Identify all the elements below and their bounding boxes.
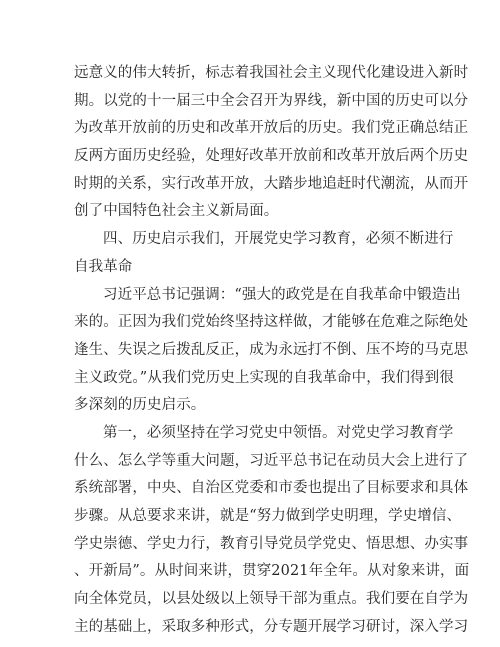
text-line: 、开新局”。从时间来讲，贯穿2021年全年。从对象来讲，面 [74,563,470,580]
text-line: 创了中国特色社会主义新局面。 [74,203,279,220]
paragraph-start: 第一，必须坚持在学习党史中领悟。对党史学习教育学 [103,424,454,441]
text-line: 主义政党。”从我们党历史上实现的自我革命中，我们得到很 [74,369,454,386]
text-line: 时期的关系，实行改革开放，大踏步地追赶时代潮流，从而开 [74,175,469,192]
text-line: 向全体党员，以县处级以上领导干部为重点。我们要在自学为 [74,591,469,608]
text-line: 反两方面历史经验，处理好改革开放前和改革开放后两个历史 [74,148,469,165]
text-line: 远意义的伟大转折，标志着我国社会主义现代化建设进入新时 [74,65,469,81]
section-heading: 四、历史启示我们，开展党史学习教育，必须不断进行 [103,231,454,248]
text-line: 为改革开放前的历史和改革开放后的历史。我们党正确总结正 [74,120,469,137]
paragraph-start: 习近平总书记强调：“强大的政党是在自我革命中锻造出 [103,286,461,303]
text-line: 期。以党的十一届三中全会召开为界线，新中国的历史可以分 [74,92,469,109]
text-line: 逢生、失误之后拨乱反正，成为永远打不倒、压不垮的马克思 [74,341,469,358]
text-line: 什么、怎么学等重大问题，习近平总书记在动员大会上进行了 [74,452,469,469]
section-heading-continued: 自我革命 [74,258,133,275]
text-line: 来的。正因为我们党始终坚持这样做，才能够在危难之际绝处 [74,314,469,331]
body-text [74,60,470,641]
text-line: 系统部署，中央、自治区党委和市委也提出了目标要求和具体 [74,480,469,497]
text-line: 步骤。从总要求来讲，就是“努力做到学史明理，学史增信、 [74,508,462,524]
text-line: 主的基础上，采取多种形式，分专题开展学习研讨，深入学习 [74,618,469,635]
text-line: 学史崇德、学史力行，教育引导党员学党史、悟思想、办实事 [74,535,469,552]
text-line: 多深刻的历史启示。 [74,397,206,414]
